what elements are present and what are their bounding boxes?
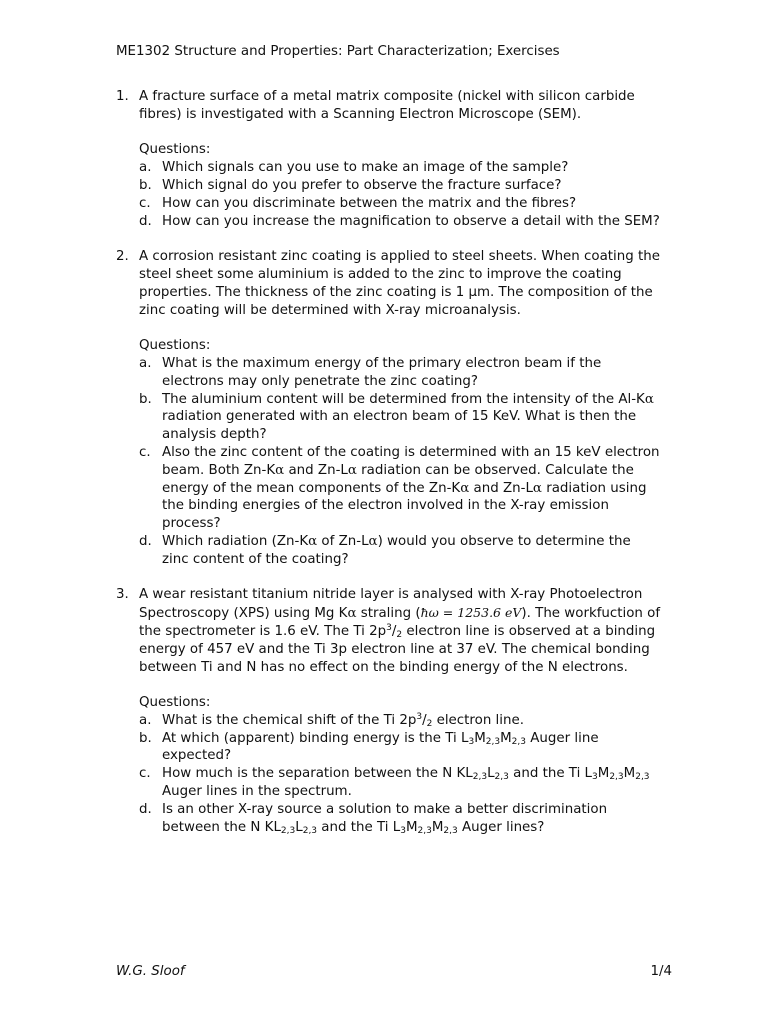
question-item — [139, 533, 661, 569]
text-run: and Zn-L — [284, 462, 348, 478]
exercise-2 — [116, 248, 661, 568]
question-letter: d. — [139, 533, 152, 549]
questions-label: Questions: — [139, 338, 211, 354]
text-run: At which (apparent) binding energy is the Ti L — [162, 730, 469, 746]
text-run: ) would you observe to determine the zinc content of the coating? — [162, 533, 631, 567]
text-run: straling ( — [356, 606, 421, 622]
text-run: M — [623, 766, 636, 782]
subscript: 2,3 — [494, 772, 509, 783]
question-item — [139, 391, 661, 444]
text-run: Auger line expected? — [162, 730, 599, 764]
text-run: A wear resistant titanium nitride layer is analysed with X-ray Photoelectron Spectroscopy (XPS) using Mg K — [139, 587, 643, 622]
text-run: radiation using the binding energies of the electron involved in the X-ray emission process? — [162, 480, 647, 532]
text-run: of Zn-L — [317, 533, 369, 549]
question-list — [139, 159, 661, 230]
alpha-symbol: α — [644, 391, 654, 407]
photon-energy-formula: ħω = 1253.6 eV — [420, 605, 522, 621]
question-text: What is the maximum energy of the primary electron beam if the electrons may only penetrate the zinc coating? — [162, 355, 602, 389]
subscript: 2 — [426, 718, 433, 729]
text-run: and the Ti L — [317, 819, 401, 835]
question-item — [139, 159, 661, 177]
text-run: electron line. — [432, 712, 524, 728]
question-letter: a. — [139, 712, 152, 728]
text-run: L — [295, 819, 303, 835]
questions-label: Questions: — [139, 695, 211, 711]
text-run: electron line is observed at a binding energy of 457 eV and the Ti 3p electron line at 37 eV. The chemical bonding between Ti and N has no effect on the binding energy of the N electrons. — [139, 623, 656, 675]
alpha-symbol: α — [275, 462, 285, 478]
alpha-symbol: α — [532, 480, 542, 496]
question-letter: c. — [139, 195, 151, 211]
question-item — [139, 177, 661, 195]
subscript: 3 — [468, 736, 475, 747]
question-text — [162, 731, 599, 764]
question-text: How can you discriminate between the matrix and the fibres? — [162, 195, 577, 211]
question-letter: c. — [139, 766, 151, 782]
page-header: ME1302 Structure and Properties: Part Characterization; Exercises — [116, 44, 560, 59]
subscript: 2 — [396, 629, 403, 640]
question-letter: b. — [139, 177, 152, 193]
page-number: 1/4 — [650, 964, 672, 979]
exercise-list — [116, 88, 661, 854]
exercise-intro — [139, 586, 661, 676]
fraction-separator: / — [422, 712, 427, 728]
question-list — [139, 712, 661, 837]
text-run: Which radiation (Zn-K — [162, 533, 309, 549]
text-run: The aluminium content will be determined from the intensity of the Al-K — [162, 391, 645, 407]
text-run: ). The workfuction of the spectrometer is 1.6 eV. The Ti 2p — [139, 606, 661, 639]
subscript: 2,3 — [280, 825, 296, 836]
subscript: 2,3 — [485, 736, 501, 747]
exercise-3 — [116, 586, 661, 836]
exercise-intro: A fracture surface of a metal matrix composite (nickel with silicon carbide fibres) is investigated with a Scanning Electron Microscope (SEM). — [139, 89, 635, 122]
question-item — [139, 730, 661, 766]
page-footer — [116, 963, 672, 981]
subscript: 2,3 — [609, 772, 624, 783]
alpha-symbol: α — [347, 462, 357, 478]
text-run: L — [487, 766, 495, 782]
question-letter: b. — [139, 730, 152, 746]
exercise-number: 3. — [116, 587, 129, 603]
text-run: Auger lines in the spectrum. — [162, 784, 352, 800]
question-text — [162, 392, 654, 443]
exercise-number: 1. — [116, 89, 129, 104]
text-run: Is an other X-ray source a solution to make a better discrimination between the N KL — [162, 801, 608, 835]
question-text — [162, 445, 660, 531]
exercise-1 — [116, 88, 661, 230]
exercise-intro: A corrosion resistant zinc coating is applied to steel sheets. When coating the steel sheet some aluminium is added to the zinc to improve the coating properties. The thickness of the zinc coating is 1 µm. The composition of the zinc coating will be determined with X-ray microanalysis. — [139, 249, 660, 318]
alpha-symbol: α — [368, 533, 378, 549]
text-run: M — [500, 730, 512, 746]
subscript: 2,3 — [472, 772, 488, 783]
question-letter: d. — [139, 213, 152, 229]
subscript: 2,3 — [417, 825, 432, 836]
question-text: Which signal do you prefer to observe the fracture surface? — [162, 177, 562, 193]
question-text — [162, 534, 631, 567]
subscript: 2,3 — [511, 736, 526, 747]
question-letter: b. — [139, 391, 152, 407]
question-item — [139, 765, 661, 801]
text-run: radiation generated with an electron beam of 15 KeV. What is then the analysis depth? — [162, 409, 637, 443]
question-item — [139, 213, 661, 231]
question-letter: d. — [139, 801, 152, 817]
question-text: Which signals can you use to make an image of the sample? — [162, 160, 569, 176]
question-text — [162, 802, 607, 835]
question-letter: c. — [139, 444, 151, 460]
text-run: What is the chemical shift of the Ti 2p — [162, 712, 417, 728]
question-item — [139, 355, 661, 391]
question-text — [162, 766, 650, 799]
superscript: 3 — [386, 622, 392, 633]
footer-author: W.G. Sloof — [116, 964, 185, 979]
text-run: Auger lines? — [457, 819, 545, 835]
alpha-symbol: α — [460, 480, 470, 496]
text-run: and the Ti L — [508, 766, 593, 782]
question-text: How can you increase the magnification to observe a detail with the SEM? — [162, 213, 660, 229]
text-run: M — [405, 819, 418, 835]
subscript: 3 — [592, 772, 598, 783]
text-run: M — [474, 730, 486, 746]
subscript: 2,3 — [635, 772, 650, 783]
question-text — [162, 713, 524, 728]
text-run: Also the zinc content of the coating is determined with an 15 keV electron beam. Both Zn-K — [162, 444, 660, 478]
text-run: How much is the separation between the N KL — [162, 766, 473, 782]
alpha-symbol: α — [347, 606, 357, 622]
superscript: 3 — [416, 711, 423, 722]
question-item — [139, 195, 661, 213]
fraction-separator: / — [391, 623, 397, 639]
exercise-number: 2. — [116, 249, 129, 265]
question-item — [139, 712, 661, 730]
subscript: 2,3 — [302, 825, 318, 836]
text-run: and Zn-L — [469, 480, 533, 496]
text-run: radiation can be observed. Calculate the energy of the mean components of the Zn-K — [162, 462, 634, 496]
question-item — [139, 444, 661, 533]
subscript: 2,3 — [443, 825, 458, 836]
question-letter: a. — [139, 355, 152, 371]
subscript: 3 — [400, 825, 406, 836]
question-list — [139, 355, 661, 569]
questions-label: Questions: — [139, 142, 211, 158]
question-letter: a. — [139, 160, 152, 176]
text-run: M — [597, 766, 610, 782]
question-item — [139, 801, 661, 837]
alpha-symbol: α — [308, 533, 318, 549]
text-run: M — [431, 819, 444, 835]
